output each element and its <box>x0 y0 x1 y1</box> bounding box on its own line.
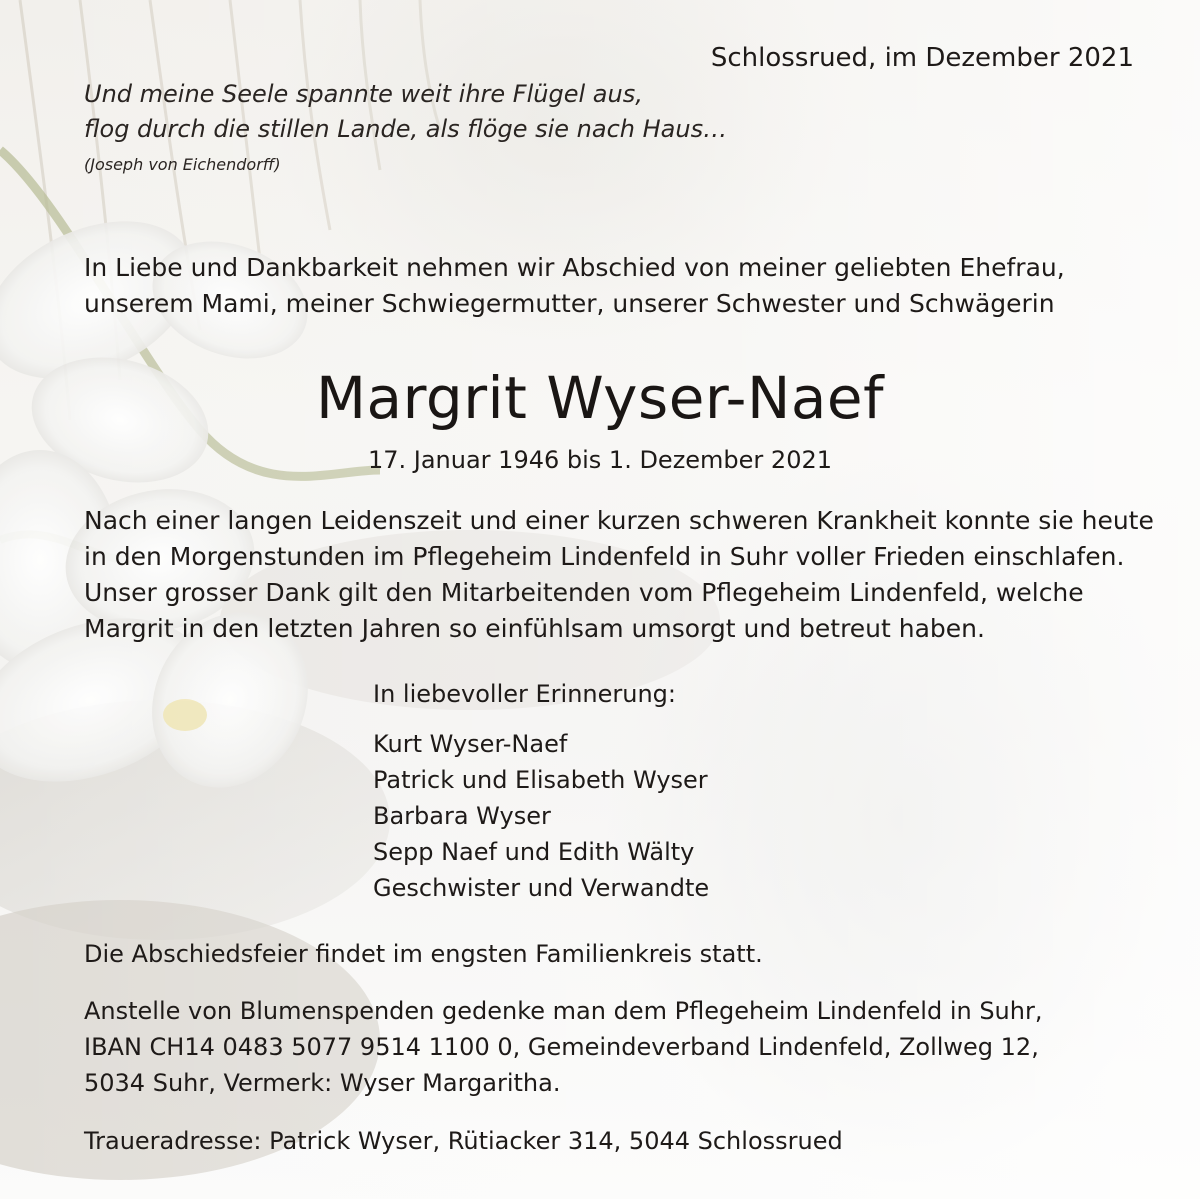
intro-line: In Liebe und Dankbarkeit nehmen wir Abschied von meiner geliebten Ehefrau, <box>84 253 1065 282</box>
mourner-name: Geschwister und Verwandte <box>373 874 710 902</box>
poem-line: Und meine Seele spannte weit ihre Flügel aus, <box>84 80 643 108</box>
place-date: Schlossrued, im Dezember 2021 <box>710 43 1134 73</box>
mourner-name: Barbara Wyser <box>373 802 551 830</box>
body-line: Unser grosser Dank gilt den Mitarbeitenden vom Pflegeheim Lindenfeld, welche <box>84 578 1084 607</box>
donation-line: IBAN CH14 0483 5077 9514 1100 0, Gemeindeverband Lindenfeld, Zollweg 12, <box>84 1033 1039 1061</box>
body-line: Margrit in den letzten Jahren so einfühlsam umsorgt und betreut haben. <box>84 614 985 643</box>
donation-line: 5034 Suhr, Vermerk: Wyser Margaritha. <box>84 1069 561 1097</box>
mourners-list <box>373 726 709 906</box>
memory-heading: In liebevoller Erinnerung: <box>373 680 676 708</box>
body-paragraph <box>84 503 1154 647</box>
donation-note <box>84 993 1042 1101</box>
mourner-name: Kurt Wyser-Naef <box>373 730 568 758</box>
body-line: Nach einer langen Leidenszeit und einer kurzen schweren Krankheit konnte sie heute <box>84 506 1154 535</box>
poem-line: flog durch die stillen Lande, als flöge sie nach Haus… <box>84 115 728 143</box>
mourning-address: Traueradresse: Patrick Wyser, Rütiacker 314, 5044 Schlossrued <box>84 1127 843 1155</box>
donation-line: Anstelle von Blumenspenden gedenke man dem Pflegeheim Lindenfeld in Suhr, <box>84 997 1043 1025</box>
intro-paragraph <box>84 250 1065 322</box>
ceremony-note: Die Abschiedsfeier findet im engsten Familienkreis statt. <box>84 940 763 968</box>
intro-line: unserem Mami, meiner Schwiegermutter, unserer Schwester und Schwägerin <box>84 289 1055 318</box>
life-dates: 17. Januar 1946 bis 1. Dezember 2021 <box>367 446 833 474</box>
mourner-name: Sepp Naef und Edith Wälty <box>373 838 695 866</box>
deceased-name: Margrit Wyser-Naef <box>315 364 884 432</box>
poem-quote <box>84 77 727 147</box>
body-line: in den Morgenstunden im Pflegeheim Lindenfeld in Suhr voller Frieden einschlafen. <box>84 542 1125 571</box>
poem-author: (Joseph von Eichendorff) <box>84 155 281 174</box>
mourner-name: Patrick und Elisabeth Wyser <box>373 766 708 794</box>
